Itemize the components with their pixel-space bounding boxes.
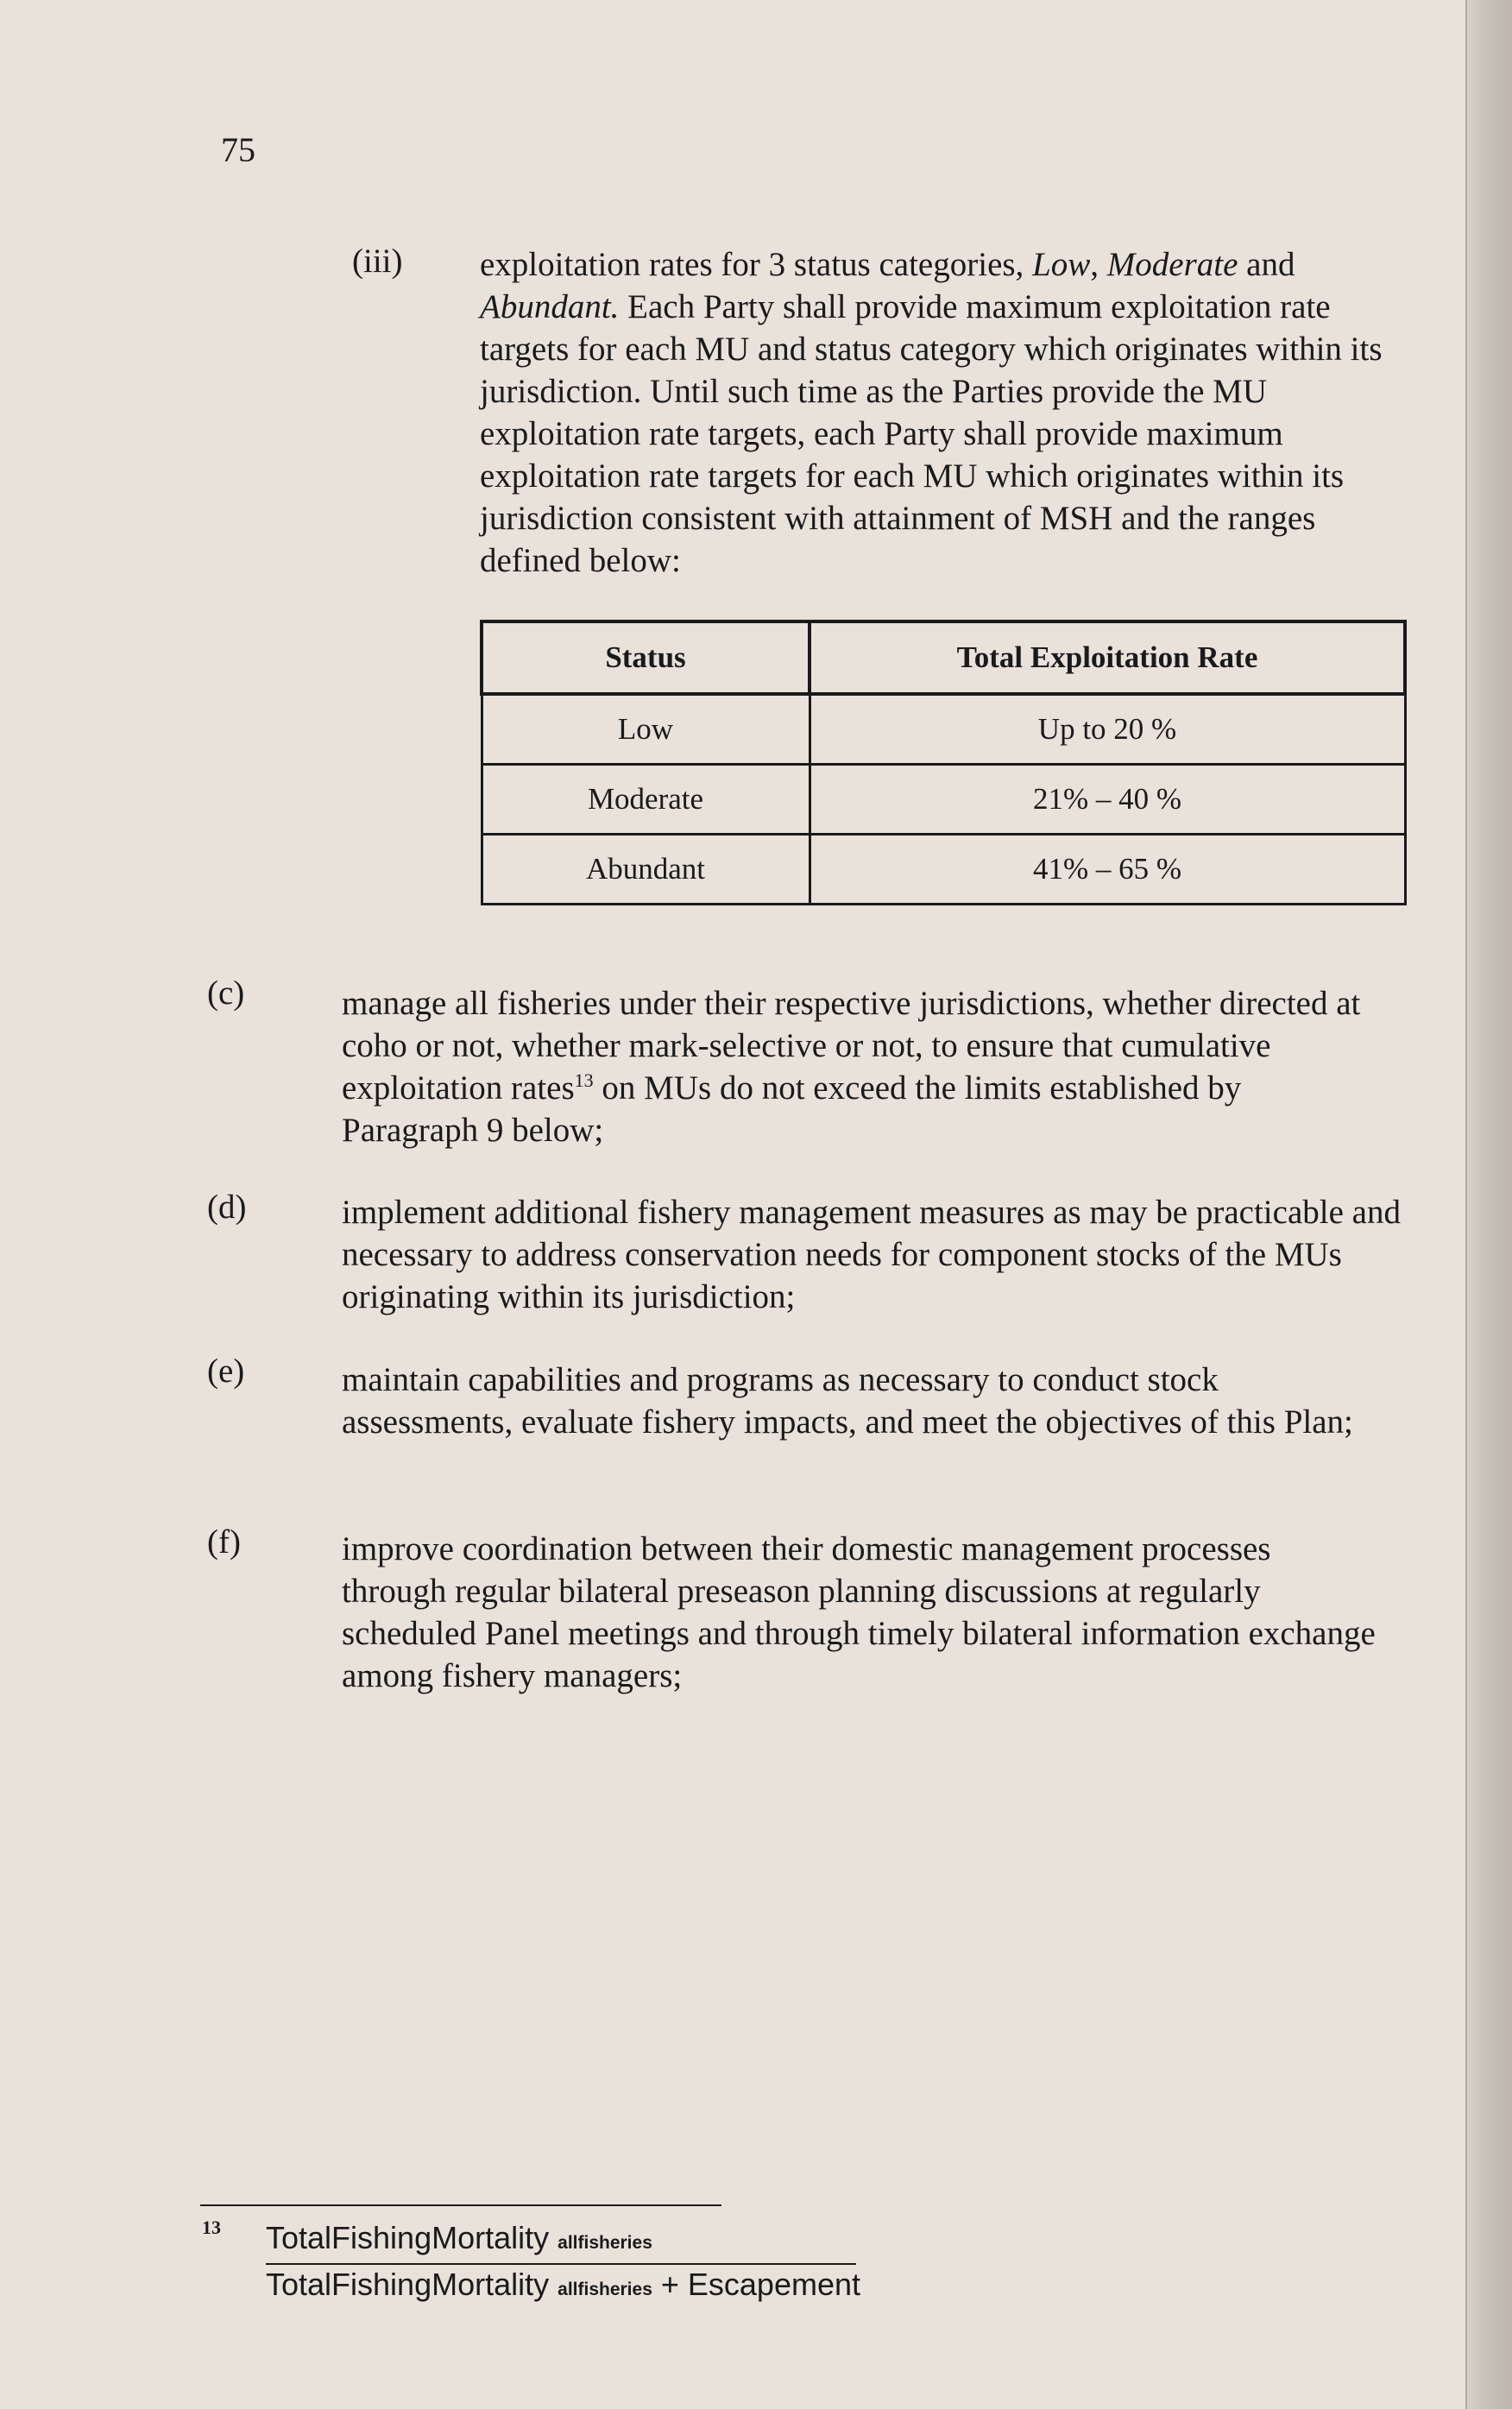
status-abundant-term: Abundant. — [480, 288, 620, 325]
separator: , — [1090, 246, 1107, 283]
footnote-reference: 13 — [574, 1069, 594, 1091]
status-cell: Abundant — [482, 835, 810, 905]
table-row — [482, 694, 1405, 765]
item-c-text-end: on MUs do not exceed the limits established by Paragraph 9 below; — [342, 1069, 1242, 1149]
table-header-row — [482, 621, 1405, 694]
item-e-text: maintain capabilities and programs as necessary to conduct stock assessments, evaluate fishery impacts, and meet the objectives of this Plan; — [342, 1361, 1353, 1441]
denominator-term: TotalFishingMortality — [266, 2267, 550, 2302]
footnote-mark: 13 — [202, 2217, 221, 2238]
footnote-rule — [200, 2204, 721, 2206]
table-row — [482, 835, 1405, 905]
item-iii-label: (iii) — [352, 243, 403, 280]
fraction-bar — [266, 2263, 856, 2265]
denominator-tail: + Escapement — [652, 2267, 861, 2302]
item-c-text-start: manage all fisheries under their respective jurisdictions, whether directed at coho or not, whether mark-selective or not, to ensure that cumulative exploitation rates — [342, 985, 1361, 1107]
item-d-text: implement additional fishery management measures as may be practicable and necessary to address conservation needs for component stocks of the MUs originating within its jurisdiction; — [342, 1194, 1401, 1315]
item-iii-text-end: Each Party shall provide maximum exploitation rate targets for each MU and status category which originates within its jurisdiction. Until such time as the Parties provide the MU exploitation rate targets, each Party shall provide maximum exploitation rate targets for each MU which originates within its jurisdiction consistent with attainment of MSH and the ranges defined below: — [480, 288, 1383, 579]
item-f-text: improve coordination between their domestic management processes through regular bilateral preseason planning discussions at regularly scheduled Panel meetings and through timely bilateral information exchange among fishery managers; — [342, 1530, 1376, 1694]
item-d-label: (d) — [207, 1189, 247, 1226]
numerator-term: TotalFishingMortality — [266, 2220, 550, 2255]
rate-cell: Up to 20 % — [810, 694, 1405, 765]
page-edge-shadow — [1465, 0, 1512, 2409]
item-iii-text — [480, 243, 1395, 582]
page-number: 75 — [221, 130, 255, 169]
footnote-denominator — [266, 2267, 860, 2303]
status-moderate-term: Moderate — [1106, 246, 1238, 283]
item-c-label: (c) — [207, 974, 245, 1012]
exploitation-rate-table — [480, 620, 1407, 905]
item-e-label: (e) — [207, 1353, 245, 1390]
status-low-term: Low — [1032, 246, 1091, 283]
item-iii-text-start: exploitation rates for 3 status categories, — [480, 246, 1033, 283]
header-total-exploitation-rate: Total Exploitation Rate — [810, 621, 1405, 694]
status-cell: Moderate — [482, 765, 810, 835]
footnote-numerator — [266, 2220, 652, 2256]
item-c-text — [342, 982, 1386, 1151]
numerator-subscript: allfisheries — [558, 2233, 652, 2253]
status-cell: Low — [482, 694, 810, 765]
denominator-subscript: allfisheries — [558, 2280, 652, 2299]
item-f-label: (f) — [207, 1523, 241, 1561]
rate-cell: 41% – 65 % — [810, 835, 1405, 905]
conjunction: and — [1238, 246, 1295, 283]
rate-cell: 21% – 40 % — [810, 765, 1405, 835]
table-row — [482, 765, 1405, 835]
header-status: Status — [482, 621, 810, 694]
